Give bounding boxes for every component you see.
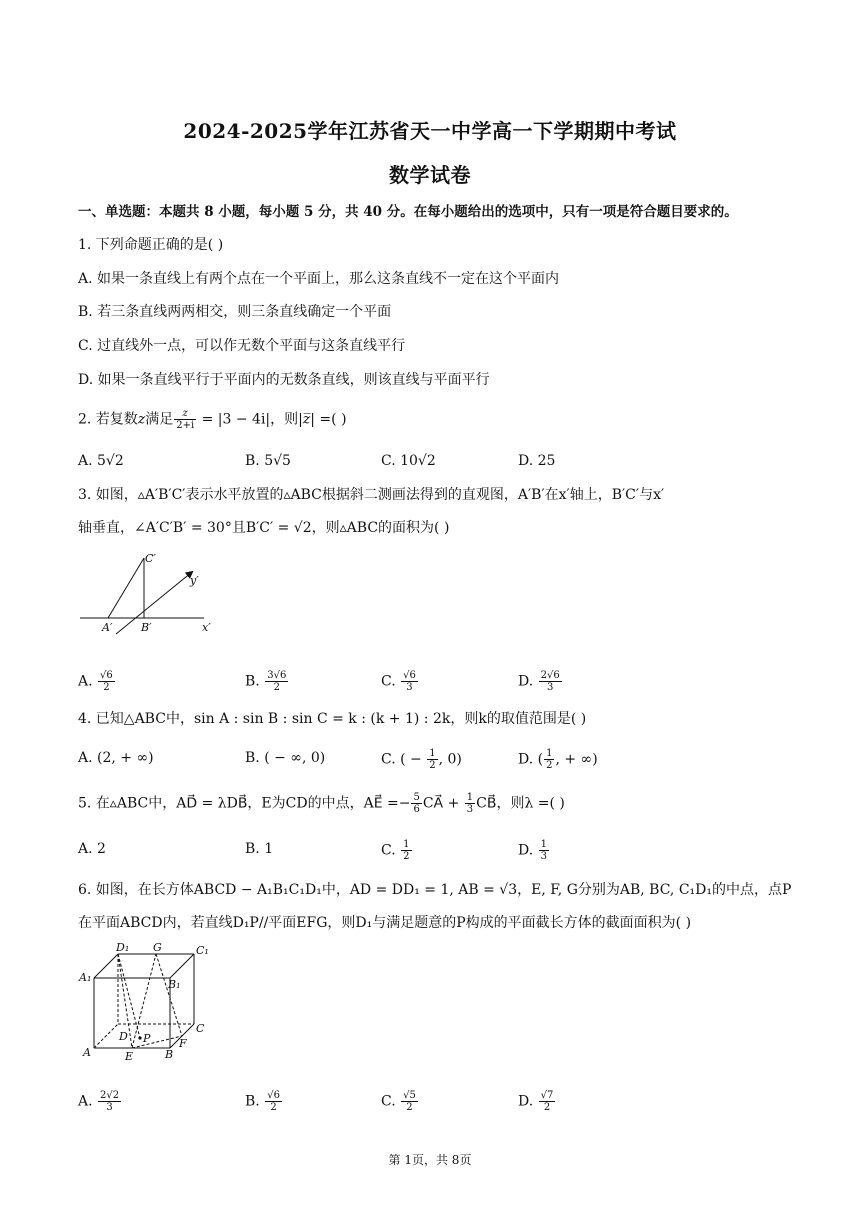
q3-b-den: 2 (273, 682, 280, 693)
q4-d-num: 1 (546, 748, 553, 759)
q2-option-c: C. 10√2 (381, 453, 436, 469)
q5-d-den: 3 (540, 851, 548, 862)
q3-a-num: √6 (100, 670, 113, 681)
q5-d-num: 1 (540, 839, 548, 850)
q5-frac1 (411, 792, 421, 815)
q2-stem-pre: 2. 若复数 (78, 411, 138, 428)
q6-b-pre: B. (245, 1093, 265, 1110)
q3-y-axis (116, 572, 192, 634)
q6-b-den: 2 (270, 1102, 277, 1113)
q4-c-frac (427, 748, 437, 771)
q5-frac2 (465, 792, 475, 815)
q5-f2-num: 1 (466, 792, 474, 803)
q4-d-frac (544, 748, 554, 771)
q2-var-z: z (137, 411, 146, 428)
q5-stem-pre: 5. 在▵ABC中，AD⃗ = λDB⃗，E为CD的中点，AE⃗ =− (78, 795, 411, 812)
q3-b-frac (265, 670, 288, 693)
q6-c-den: 2 (406, 1102, 413, 1113)
q3-stem-line2: 轴垂直，∠A′C′B′ = 30°且B′C′ = √2，则▵ABC的面积为( ) (78, 520, 450, 536)
section-heading: 一、单选题：本题共 8 小题，每小题 5 分，共 40 分。在每小题给出的选项中，只有一项是符合题目要求的。 (78, 204, 738, 220)
q1-stem: 1. 下列命题正确的是( ) (78, 237, 224, 253)
q6-label-c1: C₁ (196, 944, 209, 957)
q2-stem-post: | =( ) (310, 411, 347, 428)
q3-b-pre: B. (245, 673, 265, 690)
q5-d-pre: D. (518, 842, 538, 859)
q6-b-frac (265, 1090, 282, 1113)
q6-d-pre: D. (518, 1093, 538, 1110)
q6-a-num: 2√2 (100, 1090, 120, 1101)
q5-f1-num: 5 (413, 792, 420, 803)
q6-option-d (518, 1090, 556, 1113)
q5-c-pre: C. (381, 842, 401, 859)
q6-c-frac (401, 1090, 418, 1113)
q4-d-den: 2 (546, 760, 553, 771)
q4-d-pre: D. ( (518, 751, 544, 768)
q5-c-num: 1 (403, 839, 410, 850)
q5-f1-den: 6 (413, 804, 420, 815)
q5-option-c (381, 839, 413, 862)
q4-option-b: B. ( − ∞, 0) (245, 750, 326, 766)
q3-side-ac (108, 558, 144, 618)
q6-a-frac (98, 1090, 121, 1113)
q3-d-den: 3 (547, 682, 554, 693)
q4-d-post: , + ∞) (555, 751, 598, 768)
q4-c-pre: C. ( − (381, 751, 427, 768)
q3-d-num: 2√6 (540, 670, 560, 681)
q3-label-a: A′ (102, 621, 113, 634)
q1-option-c: C. 过直线外一点，可以作无数个平面与这条直线平行 (78, 338, 406, 354)
q5-stem (78, 792, 565, 815)
q6-option-c (381, 1090, 419, 1113)
q5-stem-post: CB⃗，则λ =( ) (476, 795, 565, 812)
q6-a-pre: A. (78, 1093, 98, 1110)
q6-b-num: √6 (267, 1090, 280, 1101)
q2-fraction (174, 408, 196, 431)
q4-c-post: , 0) (438, 751, 462, 768)
q4-option-a: A. (2, + ∞) (78, 750, 154, 766)
q6-figure (76, 940, 216, 1065)
q2-option-a: A. 5√2 (78, 453, 124, 469)
q5-f2-den: 3 (466, 804, 474, 815)
q2-option-d: D. 25 (518, 453, 556, 469)
q6-label-e: E (125, 1050, 134, 1063)
q3-b-num: 3√6 (267, 670, 287, 681)
q6-stem-line1: 6. 如图，在长方体ABCD − A₁B₁C₁D₁中，AD = DD₁ = 1, AB = √3，E, F, G分别为AB, BC, C₁D₁的中点，点P (78, 882, 792, 898)
q6-label-p: P (143, 1032, 151, 1045)
q1-option-d: D. 如果一条直线平行于平面内的无数条直线，则该直线与平面平行 (78, 372, 490, 388)
q6-label-g: G (153, 941, 162, 954)
q6-option-b (245, 1090, 283, 1113)
q5-stem-mid: CA⃗ + (422, 795, 464, 812)
q6-label-c: C (196, 1022, 205, 1035)
q2-stem (78, 408, 347, 431)
q5-c-frac (401, 839, 411, 862)
q3-c-den: 3 (406, 682, 413, 693)
q2-stem-eq: = |3 − 4i|，则| (197, 411, 303, 428)
q3-stem-line1: 3. 如图，▵A′B′C′表示水平放置的▵ABC根据斜二测画法得到的直观图，A′B′在x′轴上，B′C′与x′ (78, 487, 665, 503)
q6-c-pre: C. (381, 1093, 401, 1110)
q6-d-frac (539, 1090, 556, 1113)
q3-c-pre: C. (381, 673, 401, 690)
exam-title: 2024-2025学年江苏省天一中学高一下学期期中考试 (183, 119, 677, 143)
q5-d-frac (539, 839, 549, 862)
q4-option-c (381, 748, 462, 771)
q6-label-b1: B₁ (168, 978, 181, 991)
q5-option-d (518, 839, 550, 862)
q3-d-frac (539, 670, 562, 693)
q6-a-den: 3 (106, 1102, 113, 1113)
q5-option-b: B. 1 (245, 841, 274, 857)
q6-label-d: D (119, 1030, 128, 1043)
q2-frac-num: z (174, 408, 196, 420)
q3-option-d (518, 670, 563, 693)
q3-option-b (245, 670, 289, 693)
exam-subtitle: 数学试卷 (389, 163, 471, 187)
q3-a-frac (98, 670, 115, 693)
q6-label-a1: A₁ (79, 971, 92, 984)
q3-a-pre: A. (78, 673, 98, 690)
q6-d-den: 2 (543, 1102, 551, 1113)
q6-label-d1: D₁ (116, 941, 130, 954)
q3-label-x: x′ (202, 621, 211, 634)
page-footer: 第 1页，共 8页 (388, 1153, 472, 1167)
q6-d-num: √7 (540, 1090, 554, 1101)
q2-option-b: B. 5√5 (245, 453, 291, 469)
q2-frac-den: 2+i (176, 420, 195, 431)
q4-stem: 4. 已知△ABC中，sin A : sin B : sin C = k : (k + 1) : 2k，则k的取值范围是( ) (78, 711, 587, 727)
q1-option-b: B. 若三条直线两两相交，则三条直线确定一个平面 (78, 304, 392, 320)
q3-label-b: B′ (141, 621, 152, 634)
q6-label-f: F (179, 1037, 187, 1050)
q6-c-num: √5 (403, 1090, 416, 1101)
q6-stem-line2: 在平面ABCD内，若直线D₁P//平面EFG，则D₁与满足题意的P构成的平面截长方体的截面面积为( ) (78, 915, 692, 931)
q3-a-den: 2 (103, 682, 110, 693)
q3-option-a (78, 670, 116, 693)
q3-figure (76, 548, 226, 638)
q3-d-pre: D. (518, 673, 538, 690)
q3-label-c: C′ (145, 552, 156, 565)
q5-option-a: A. 2 (78, 841, 106, 857)
q1-option-a: A. 如果一条直线上有两个点在一个平面上，那么这条直线不一定在这个平面内 (78, 271, 560, 287)
q3-c-frac (401, 670, 418, 693)
q6-label-a: A (83, 1046, 91, 1059)
q4-option-d (518, 748, 598, 771)
q3-c-num: √6 (403, 670, 416, 681)
q5-c-den: 2 (403, 851, 410, 862)
q2-stem-mid: 满足 (145, 411, 174, 428)
q6-label-b: B (165, 1048, 174, 1061)
q2-var-zbar: z̅ (302, 411, 311, 428)
q6-option-a (78, 1090, 122, 1113)
q3-option-c (381, 670, 419, 693)
q4-c-den: 2 (429, 760, 436, 771)
q3-label-y: y′ (190, 574, 199, 587)
q4-c-num: 1 (429, 748, 436, 759)
